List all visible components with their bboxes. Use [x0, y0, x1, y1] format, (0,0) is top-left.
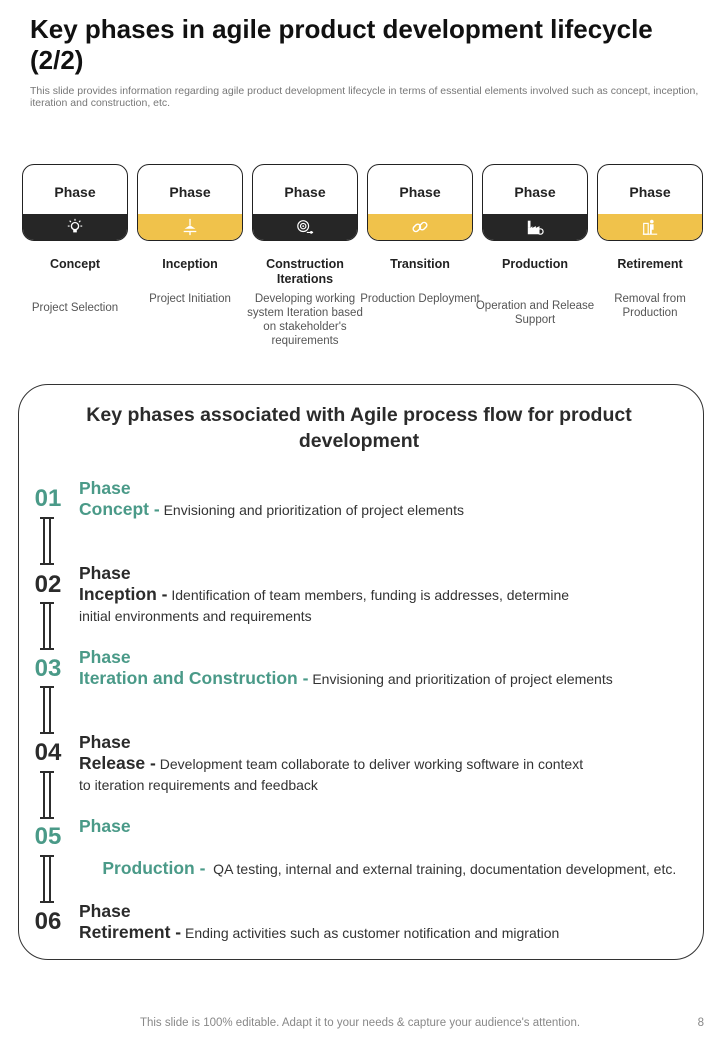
- step-separator: -: [297, 668, 309, 688]
- phase-name: Construction Iterations: [266, 257, 344, 286]
- phase-band: [598, 214, 702, 240]
- factory-icon: [526, 218, 544, 236]
- step-connector: [40, 602, 54, 650]
- step-separator: -: [149, 499, 160, 519]
- step-name: Release: [79, 753, 146, 773]
- phase-card: [482, 164, 588, 241]
- step-name: Inception: [79, 584, 157, 604]
- process-flow-title: Key phases associated with Agile process flow for product development: [86, 404, 632, 452]
- phase-row: [22, 164, 694, 364]
- phase-name: Transition: [390, 257, 450, 271]
- step-separator: -: [194, 858, 206, 878]
- phase-card-label: Phase: [514, 184, 556, 200]
- step-description-continued: initial environments and requirements: [79, 608, 312, 624]
- phase-card: [137, 164, 243, 241]
- step-item: [79, 901, 689, 944]
- step-item: [79, 647, 689, 690]
- step-separator: -: [145, 753, 156, 773]
- phase-name: Inception: [162, 257, 218, 271]
- step-description: QA testing, internal and external training, documentation development, etc.: [205, 861, 677, 877]
- phase-description: Production Deployment: [360, 293, 480, 305]
- step-item: [79, 732, 689, 795]
- target-icon: [296, 218, 314, 236]
- step-label: Phase: [79, 647, 131, 667]
- step-label: Phase: [79, 563, 131, 583]
- step-description: Envisioning and prioritization of project elements: [159, 502, 464, 518]
- step-description: Envisioning and prioritization of project elements: [308, 671, 613, 687]
- step-connector: [40, 771, 54, 819]
- phase-description: Project Initiation: [149, 293, 231, 305]
- phase-card-label: Phase: [169, 184, 211, 200]
- phase-band: [483, 214, 587, 240]
- step-item: [79, 478, 689, 521]
- phase-card-label: Phase: [284, 184, 326, 200]
- footer-note: This slide is 100% editable. Adapt it to your needs & capture your audience's attention.: [139, 1017, 581, 1029]
- phase-description: Developing working system Iteration based on stakeholder's requirements: [247, 293, 363, 347]
- step-description-continued: to iteration requirements and feedback: [79, 777, 318, 793]
- step-connector: [40, 686, 54, 734]
- step-connector: [40, 855, 54, 903]
- step-number: 03: [34, 655, 62, 682]
- step-label: Phase: [79, 901, 131, 921]
- link-icon: [411, 218, 429, 236]
- phase-band: [368, 214, 472, 240]
- step-name: Concept: [79, 499, 149, 519]
- step-label: Phase: [79, 816, 131, 836]
- step-description: Identification of team members, funding is addresses, determine: [167, 587, 570, 603]
- step-label: Phase: [79, 478, 131, 498]
- step-separator: -: [156, 584, 168, 604]
- phase-card: [367, 164, 473, 241]
- phase-name: Production: [502, 257, 568, 271]
- step-description: Development team collaborate to deliver working software in context: [155, 756, 584, 772]
- lightbulb-icon: [66, 218, 84, 236]
- phase-card-label: Phase: [629, 184, 671, 200]
- step-number: 04: [34, 739, 62, 766]
- phase-card-label: Phase: [399, 184, 441, 200]
- phase-description: Operation and Release Support: [475, 300, 595, 326]
- step-item: [79, 816, 689, 901]
- step-number: 05: [34, 823, 62, 850]
- page-subtitle: This slide provides information regarding agile product development lifecycle in terms of essential elements involved such as concept, inception, iteration and construction, etc.: [30, 85, 699, 109]
- phase-card: [252, 164, 358, 241]
- step-name: Retirement: [79, 922, 171, 942]
- step-description: Ending activities such as customer notification and migration: [181, 925, 560, 941]
- phase-name: Concept: [50, 257, 100, 271]
- phase-card: [597, 164, 703, 241]
- phase-band: [23, 214, 127, 240]
- worker-icon: [641, 218, 659, 236]
- page-title: Key phases in agile product development lifecycle (2/2): [30, 14, 653, 75]
- step-item: [79, 563, 689, 626]
- phase-band: [253, 214, 357, 240]
- step-number: 02: [34, 571, 62, 598]
- phase-description: Removal from Production: [614, 293, 686, 319]
- step-number: 01: [34, 485, 62, 512]
- phase-description: Project Selection: [31, 302, 119, 314]
- step-number: 06: [34, 908, 62, 935]
- lamp-icon: [181, 218, 199, 236]
- step-connector: [40, 517, 54, 565]
- phase-band: [138, 214, 242, 240]
- phase-name: Retirement: [617, 257, 683, 271]
- phase-card: [22, 164, 128, 241]
- phase-card-label: Phase: [54, 184, 96, 200]
- step-name: Iteration and Construction: [79, 668, 298, 688]
- step-separator: -: [170, 922, 182, 942]
- process-flow-panel: [18, 384, 704, 960]
- page-number: 8: [697, 1017, 704, 1029]
- step-label: Phase: [79, 732, 131, 752]
- step-name: Production: [102, 858, 195, 878]
